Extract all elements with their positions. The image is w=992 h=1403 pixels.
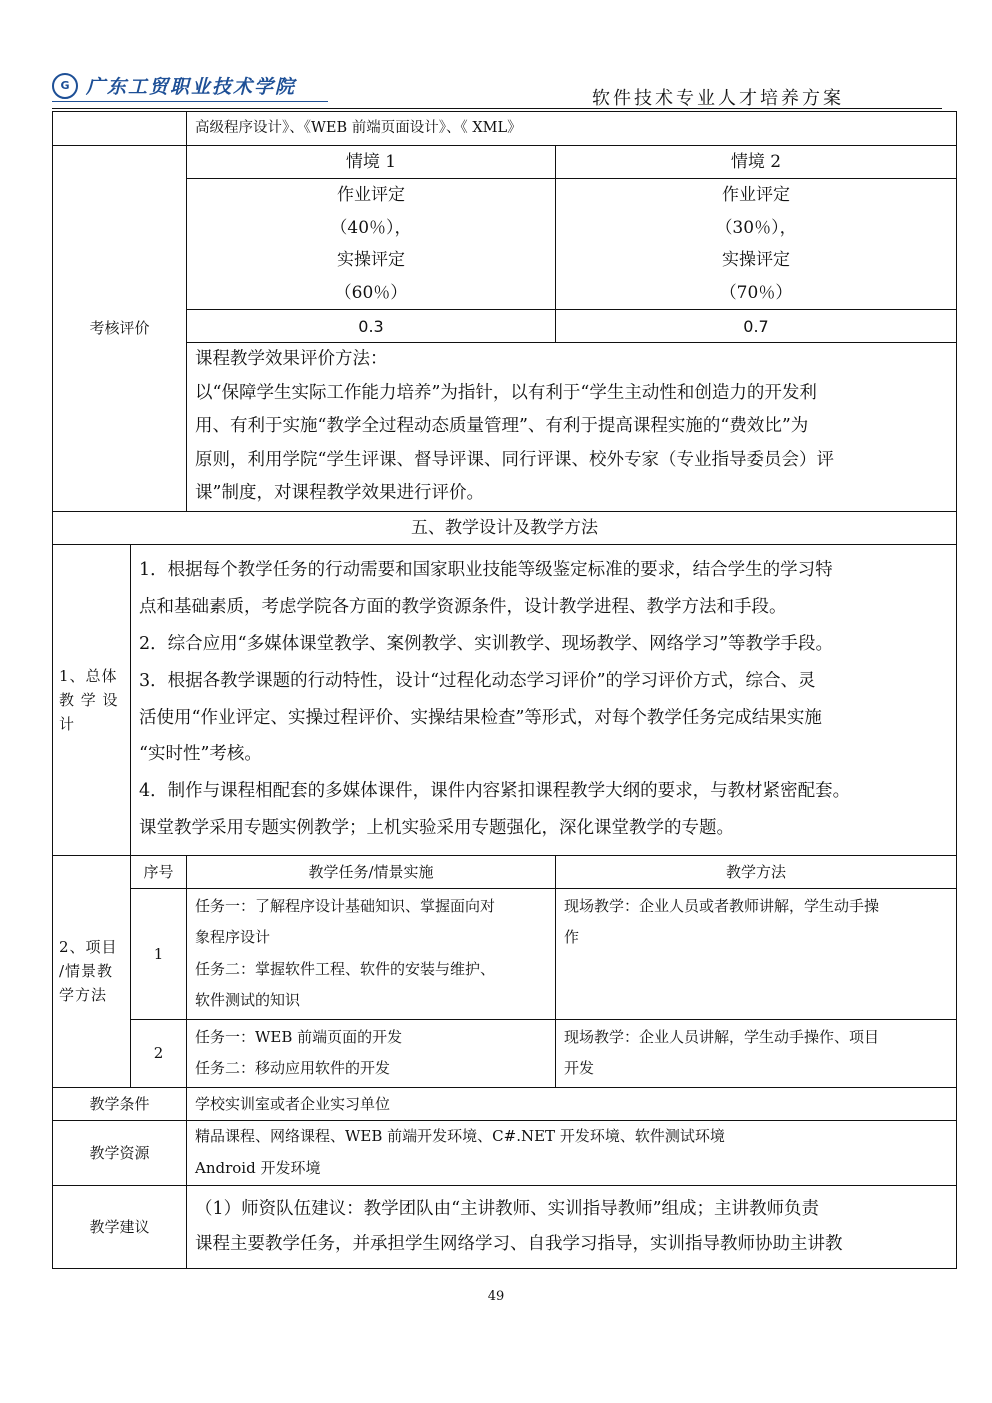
empty-cell [53, 112, 187, 146]
resources-value [187, 1120, 957, 1185]
text-line: 软件测试的知识 [195, 991, 301, 1009]
table-row [53, 146, 957, 179]
label-line: /情景教 [59, 962, 114, 980]
text-line: 现场教学：企业人员讲解，学生动手操作、项目 [564, 1027, 880, 1046]
table-row [53, 343, 957, 512]
table-row [53, 1087, 957, 1120]
section-title: 五、教学设计及教学方法 [53, 511, 957, 544]
text-line: （30％）， [715, 217, 797, 238]
task-cell [187, 1019, 556, 1087]
text-line: Android 开发环境 [195, 1158, 321, 1177]
resources-label: 教学资源 [53, 1120, 187, 1185]
scenario-2-weights [556, 179, 957, 310]
page-number: 49 [487, 1289, 505, 1304]
text-line: 任务二：移动应用软件的开发 [195, 1059, 391, 1077]
table-row [53, 1120, 957, 1185]
row-number: 2 [131, 1019, 187, 1087]
row-number: 1 [131, 888, 187, 1019]
text-line: 任务二：掌握软件工程、软件的安装与维护、 [195, 959, 496, 978]
method-cell [556, 1019, 957, 1087]
task-cell [187, 888, 556, 1019]
text-line: 任务一：了解程序设计基础知识、掌握面向对 [195, 896, 496, 915]
table-row [53, 888, 957, 1019]
text-line: 用、有利于实施“教学全过程动态质量管理”、有利于提高课程实施的“费效比”为 [195, 416, 809, 436]
suggestions-text [187, 1185, 957, 1268]
column-header-no: 序号 [131, 855, 187, 888]
text-line: 1．根据每个教学任务的行动需要和国家职业技能等级鉴定标准的要求，结合学生的学习特 [139, 560, 833, 581]
text-line: 实操评定 [722, 250, 791, 270]
course-list-cell: 高级程序设计》、《WEB 前端页面设计》、《 XML》 [187, 112, 957, 146]
college-name: 广东工贸职业技术学院 [86, 76, 297, 98]
text-line: 任务一：WEB 前端页面的开发 [195, 1027, 403, 1046]
table-row [53, 310, 957, 343]
table-row [53, 112, 957, 146]
college-logo [52, 72, 296, 99]
text-line: 活使用“作业评定、实操过程评价、实操结果检查”等形式，对每个教学任务完成结果实施 [139, 707, 822, 728]
label-line: 学方法 [59, 986, 108, 1004]
suggestions-label: 教学建议 [53, 1185, 187, 1268]
text-line: 3．根据各教学课题的行动特性，设计“过程化动态学习评价”的学习评价方式，综合、灵 [139, 670, 816, 691]
text-line: 象程序设计 [195, 928, 271, 946]
label-line: 1、总体 [59, 666, 118, 685]
text-line: 作 [564, 928, 580, 946]
conditions-value: 学校实训室或者企业实习单位 [187, 1087, 957, 1120]
text-line: 4．制作与课程相配套的多媒体课件，课件内容紧扣课程教学大纲的要求，与教材紧密配套。 [139, 781, 851, 802]
text-line: 2．综合应用“多媒体课堂教学、案例教学、实训教学、现场教学、网络学习”等教学手段。 [139, 633, 834, 654]
text-line: 课堂教学采用专题实例教学；上机实验采用专题强化，深化课堂教学的专题。 [139, 817, 734, 838]
text-line: 精品课程、网络课程、WEB 前端开发环境、C#.NET 开发环境、软件测试环境 [195, 1127, 725, 1145]
text-line: （60％） [334, 282, 408, 303]
overall-design-text [131, 544, 957, 855]
text-line: 以“保障学生实际工作能力培养”为指针，以有利于“学生主动性和创造力的开发利 [195, 382, 817, 403]
project-method-label [53, 855, 131, 1087]
method-cell [556, 888, 957, 1019]
column-header-task: 教学任务/情景实施 [187, 855, 556, 888]
evaluation-method-text [187, 343, 957, 512]
table-row [53, 1019, 957, 1087]
scenario-1-coefficient: 0.3 [187, 310, 556, 343]
scenario-1-weights [187, 179, 556, 310]
scenario-1-header: 情境 1 [187, 146, 556, 179]
text-line: 课”制度，对课程教学效果进行评价。 [195, 483, 484, 503]
label-line: 计 [59, 714, 76, 733]
college-emblem-icon: G [52, 73, 78, 99]
text-line: 开发 [564, 1059, 595, 1077]
text-line: 作业评定 [337, 185, 405, 205]
scenario-2-coefficient: 0.7 [556, 310, 957, 343]
table-row [53, 1185, 957, 1268]
text-line: 实操评定 [337, 250, 405, 270]
logo-underline [52, 101, 328, 102]
text-line: 点和基础素质，考虑学院各方面的教学资源条件，设计教学进程、教学方法和手段。 [139, 597, 787, 618]
text-line: 现场教学：企业人员或者教师讲解，学生动手操 [564, 896, 880, 915]
table-row [53, 855, 957, 888]
conditions-label: 教学条件 [53, 1087, 187, 1120]
text-line: （70％） [719, 282, 793, 303]
column-header-method: 教学方法 [556, 855, 957, 888]
scenario-2-header: 情境 2 [556, 146, 957, 179]
text-line: 课程主要教学任务，并承担学生网络学习、自我学习指导，实训指导教师协助主讲教 [195, 1233, 843, 1254]
assessment-label: 考核评价 [53, 146, 187, 512]
text-line: “实时性”考核。 [139, 744, 262, 765]
table-row [53, 511, 957, 544]
table-row [53, 544, 957, 855]
label-line: 教 学 设 [59, 690, 119, 709]
text-line: 原则，利用学院“学生评课、督导评课、同行评课、校外专家（专业指导委员会）评 [195, 449, 834, 470]
table-row [53, 179, 957, 310]
text-line: 作业评定 [722, 185, 791, 205]
document-title: 软件技术专业人才培养方案 [592, 88, 844, 109]
header-rule [52, 108, 942, 109]
text-line: 课程教学效果评价方法： [195, 349, 388, 369]
curriculum-table [52, 111, 957, 1269]
text-line: （40％）， [330, 217, 412, 238]
overall-design-label [53, 544, 131, 855]
text-line: （1）师资队伍建议：教学团队由“主讲教师、实训指导教师”组成；主讲教师负责 [195, 1198, 820, 1219]
label-line: 2、项目 [59, 938, 118, 956]
